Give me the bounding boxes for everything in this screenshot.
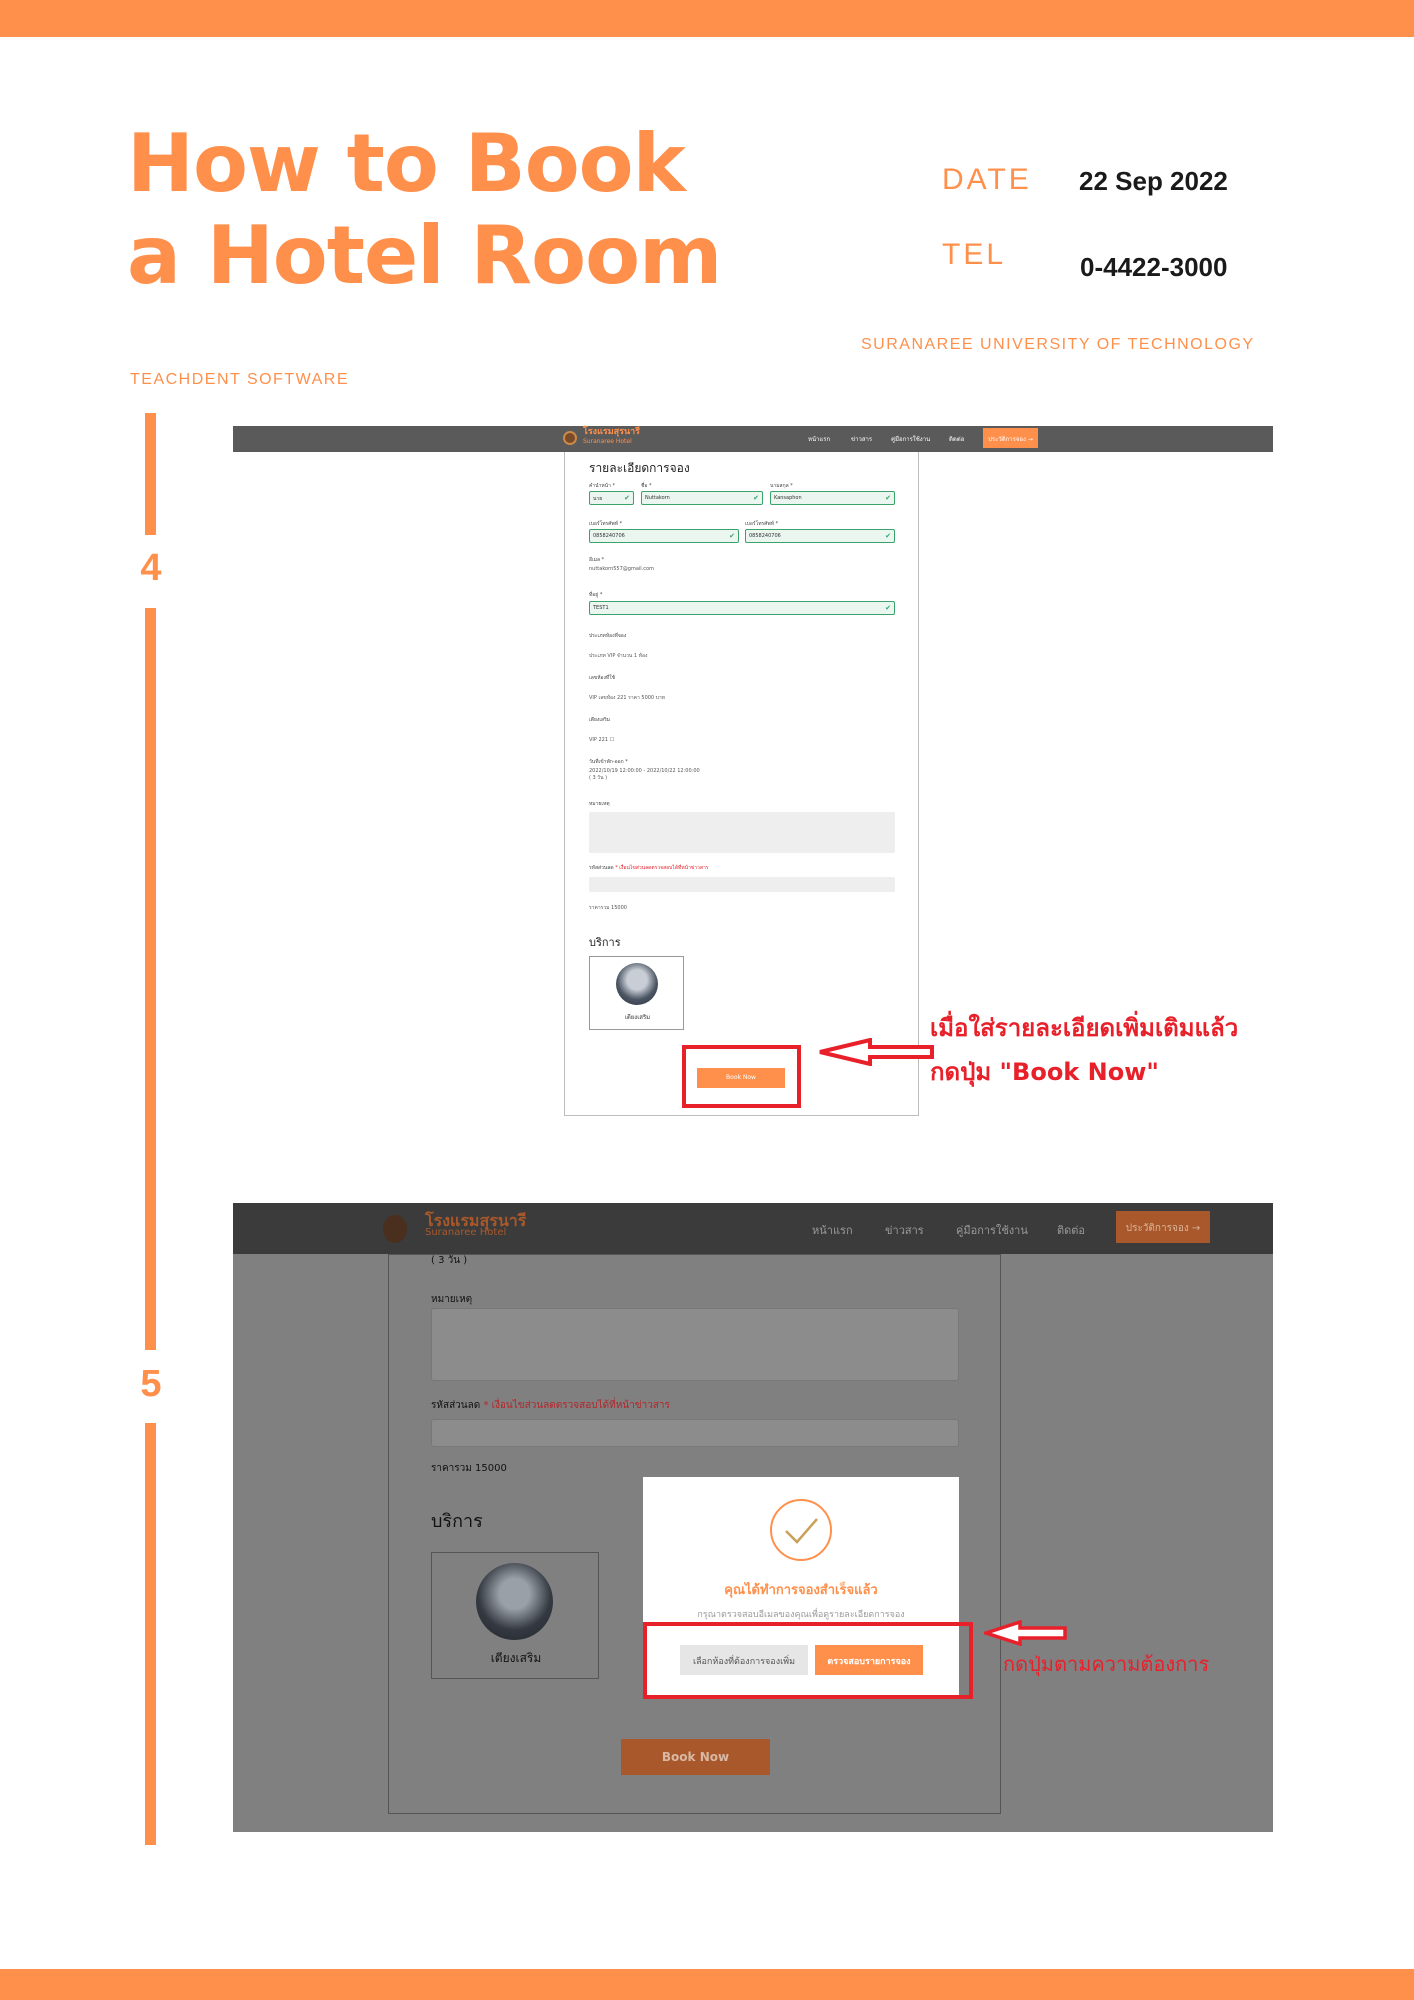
title-line-1: How to Book	[127, 117, 685, 210]
timeline-segment	[145, 1423, 156, 1845]
total-price: ราคารวม 15000	[589, 905, 627, 911]
check-icon: ✔	[885, 532, 891, 540]
nav-link-manual[interactable]: คู่มือการใช้งาน	[891, 436, 931, 443]
date-label: DATE	[942, 163, 1032, 196]
prefix-value: นาย	[593, 496, 603, 502]
code-input[interactable]	[589, 877, 895, 892]
check-bookings-button[interactable]: ตรวจสอบรายการจอง	[815, 1645, 923, 1675]
address-input[interactable]	[589, 601, 895, 615]
phone2-value: 0858240706	[749, 533, 781, 539]
checkmark-icon	[772, 1501, 830, 1559]
check-icon: ✔	[729, 532, 735, 540]
phone1-value: 0858240706	[593, 533, 625, 539]
firstname-input[interactable]	[641, 491, 763, 505]
step-number-5: 5	[140, 1363, 162, 1405]
code-hint: * เงื่อนไขส่วนลดตรวจสอบได้ที่หน้าข่าวสาร	[483, 1400, 670, 1411]
title-line-2: a Hotel Room	[127, 209, 722, 302]
history-button[interactable]: ประวัติการจอง →	[1116, 1211, 1210, 1243]
logo-title: โรงแรมสุรนารี	[583, 427, 640, 437]
tel-value: 0-4422-3000	[1080, 252, 1228, 282]
document-title	[127, 118, 747, 302]
phone1-input[interactable]	[589, 529, 739, 543]
service-card-extra-bed[interactable]	[589, 956, 684, 1030]
room-no-value: VIP เลขห้อง 221 ราคา 5000 บาท	[589, 695, 665, 701]
lastname-input[interactable]	[770, 491, 895, 505]
logo-subtitle: Suranaree Hotel	[425, 1227, 507, 1238]
days-value: ( 3 วัน )	[431, 1255, 468, 1266]
nav-link-news[interactable]: ข่าวสาร	[851, 436, 873, 443]
modal-subtitle: กรุณาตรวจสอบอีเมลของคุณเพื่อดูรายละเอียดการจอง	[697, 1610, 905, 1620]
timeline-segment	[145, 413, 156, 535]
top-accent-bar	[0, 0, 1414, 37]
phone1-label: เบอร์โทรศัพท์ *	[589, 521, 623, 527]
company-name: TEACHDENT SOFTWARE	[130, 371, 350, 388]
navbar	[233, 426, 1273, 452]
service-item-label: เตียงเสริม	[624, 1014, 651, 1021]
select-more-rooms-button[interactable]: เลือกห้องที่ต้องการจองเพิ่ม	[680, 1645, 808, 1675]
red-arrow-icon	[818, 1038, 936, 1066]
hotel-logo-icon	[383, 1215, 407, 1243]
prefix-label: คำนำหน้า *	[589, 483, 615, 489]
phone2-input[interactable]	[745, 529, 895, 543]
lastname-label: นามสกุล *	[770, 483, 793, 489]
success-check-icon	[770, 1499, 832, 1561]
check-icon: ✔	[885, 494, 891, 502]
note-label: หมายเหตุ	[431, 1294, 473, 1305]
note-textarea[interactable]	[431, 1308, 959, 1381]
nav-link-contact[interactable]: ติดต่อ	[949, 436, 965, 443]
logo-title: โรงแรมสุรนารี	[425, 1211, 527, 1230]
timeline-segment	[145, 608, 156, 1350]
code-label	[589, 864, 708, 872]
highlight-box	[682, 1045, 801, 1108]
check-icon: ✔	[624, 494, 630, 502]
red-arrow-icon	[984, 1620, 1068, 1646]
address-value: TEST1	[593, 605, 609, 611]
service-card-extra-bed[interactable]	[431, 1552, 599, 1679]
dates-label: วันที่เข้าพัก-ออก *	[589, 759, 628, 765]
bottom-accent-bar	[0, 1969, 1414, 2000]
prefix-select[interactable]	[589, 491, 634, 505]
logo-subtitle: Suranaree Hotel	[583, 438, 632, 445]
dates-value: 2022/10/19 12:00:00 - 2022/10/22 12:00:00	[589, 768, 700, 774]
days-value: ( 3 วัน )	[589, 775, 608, 781]
code-input[interactable]	[431, 1419, 959, 1447]
hotel-logo-icon	[563, 431, 577, 445]
booking-form	[564, 452, 919, 1116]
firstname-value: Nuttakorn	[645, 495, 670, 501]
nav-link-news[interactable]: ข่าวสาร	[885, 1224, 924, 1237]
address-label: ที่อยู่ *	[589, 592, 603, 598]
date-value: 22 Sep 2022	[1079, 166, 1228, 196]
extra-bed-checkbox[interactable]: VIP 221 ☐	[589, 737, 615, 743]
note-label: หมายเหตุ	[589, 801, 610, 807]
navbar	[233, 1203, 1273, 1254]
step5-annotation: กดปุ่มตามความต้องการ	[1003, 1652, 1210, 1676]
step4-annotation-line1: เมื่อใส่รายละเอียดเพิ่มเติมแล้ว	[930, 1014, 1239, 1042]
note-textarea[interactable]	[589, 812, 895, 853]
book-now-button[interactable]: Book Now	[697, 1068, 785, 1088]
tel-label: TEL	[942, 238, 1007, 271]
code-label	[431, 1398, 670, 1413]
highlight-box	[643, 1622, 973, 1699]
extra-bed-label: เตียงเสริม	[589, 717, 611, 723]
nav-link-contact[interactable]: ติดต่อ	[1057, 1224, 1086, 1237]
modal-title: คุณได้ทำการจองสำเร็จแล้ว	[724, 1583, 878, 1598]
book-now-button[interactable]: Book Now	[621, 1739, 770, 1775]
email-value: nuttakorn557@gmail.com	[589, 566, 654, 572]
code-label-text: รหัสส่วนลด	[431, 1400, 481, 1411]
total-price: ราคารวม 15000	[431, 1463, 507, 1474]
extra-bed-photo	[476, 1563, 553, 1640]
check-icon: ✔	[753, 494, 759, 502]
university-name: SURANAREE UNIVERSITY OF TECHNOLOGY	[861, 336, 1255, 353]
code-label-text: รหัสส่วนลด	[589, 865, 614, 871]
services-heading: บริการ	[431, 1511, 483, 1532]
step5-screenshot	[233, 1203, 1273, 1832]
nav-link-manual[interactable]: คู่มือการใช้งาน	[956, 1224, 1028, 1237]
firstname-label: ชื่อ *	[641, 483, 652, 489]
services-heading: บริการ	[589, 936, 621, 949]
nav-link-home[interactable]: หน้าแรก	[812, 1224, 853, 1237]
nav-link-home[interactable]: หน้าแรก	[808, 436, 831, 443]
step-number-4: 4	[140, 547, 162, 589]
room-type-label: ประเภทห้องที่จอง	[589, 633, 627, 639]
lastname-value: Kansaphon	[774, 495, 802, 501]
check-icon: ✔	[885, 604, 891, 612]
form-heading: รายละเอียดการจอง	[589, 461, 690, 475]
extra-bed-photo	[616, 963, 658, 1005]
step4-annotation-line2: กดปุ่ม "Book Now"	[930, 1058, 1159, 1086]
room-type-value: ประเภท VIP จำนวน 1 ห้อง	[589, 653, 648, 659]
phone2-label: เบอร์โทรศัพท์ *	[745, 521, 779, 527]
service-item-label: เตียงเสริม	[490, 1651, 542, 1665]
email-label: อีเมล *	[589, 557, 605, 563]
code-hint: * เงื่อนไขส่วนลดตรวจสอบได้ที่หน้าข่าวสาร	[615, 865, 709, 871]
room-no-label: เลขห้องที่ใช้	[589, 675, 616, 681]
history-button[interactable]: ประวัติการจอง →	[983, 428, 1038, 448]
